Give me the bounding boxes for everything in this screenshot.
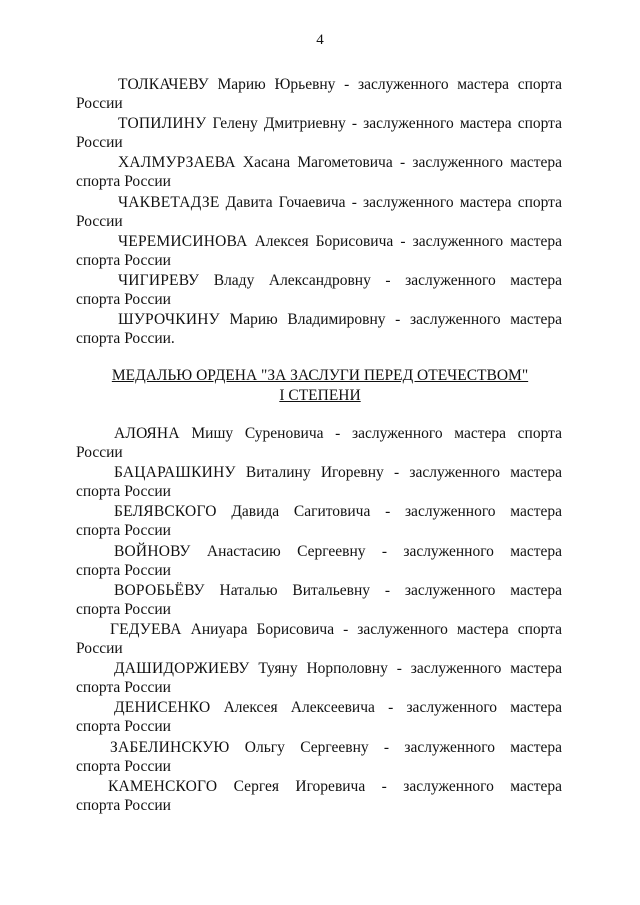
entry-text: Наталью Витальевну - заслуженного мастера <box>219 581 562 599</box>
entry-continuation: спорта России <box>76 173 171 191</box>
entry-surname: ЧЕРЕМИСИНОВА <box>118 232 248 250</box>
list-entry <box>76 660 562 699</box>
entry-text: Давида Сагитовича - заслуженного мастера <box>231 503 563 521</box>
entry-continuation: России <box>76 639 123 657</box>
entry-text: Мишу Суреновича - заслуженного мастера спорта <box>191 425 562 442</box>
list-entry <box>76 233 562 272</box>
entry-text: Хасана Магометовича - заслуженного мастера <box>242 154 562 172</box>
entry-surname: ЧИГИРЕВУ <box>118 271 200 289</box>
entry-continuation: спорта России <box>76 290 171 308</box>
entry-continuation: спорта России <box>76 251 171 269</box>
entry-text: Туяну Норполовну - заслуженного мастера <box>258 660 563 678</box>
entry-continuation: спорта России <box>76 679 171 697</box>
list-entry <box>76 739 562 778</box>
entry-surname: ШУРОЧКИНУ <box>118 311 220 329</box>
entry-surname: ТОПИЛИНУ <box>118 115 207 133</box>
entry-text: Марию Юрьевну - заслуженного мастера спорта <box>217 76 563 93</box>
entry-surname: ЧАКВЕТАДЗЕ <box>118 193 220 211</box>
entry-continuation: России <box>76 444 123 461</box>
entry-continuation: спорта России <box>76 757 171 775</box>
entry-surname: БАЦАРАШКИНУ <box>114 464 236 482</box>
entry-continuation: спорта России <box>76 561 171 579</box>
list-entry <box>76 76 562 115</box>
list-entry <box>76 154 562 193</box>
entry-text: Алексея Борисовича - заслуженного мастера <box>254 232 562 250</box>
section-heading-line-2: I СТЕПЕНИ <box>279 387 361 404</box>
section-heading-line-1: МЕДАЛЬЮ ОРДЕНА "ЗА ЗАСЛУГИ ПЕРЕД ОТЕЧЕСТВОМ" <box>111 367 529 384</box>
entry-continuation: спорта России <box>76 483 171 501</box>
entry-text: Владу Александровну - заслуженного мастера <box>213 271 562 289</box>
list-entry <box>76 425 562 464</box>
entry-surname: ГЕДУЕВА <box>110 620 182 638</box>
entry-surname: ТОЛКАЧЕВУ <box>118 76 209 93</box>
entry-text: Анастасию Сергеевну - заслуженного мастера <box>206 542 562 560</box>
entry-text: Гелену Дмитриевну - заслуженного мастера спорта <box>212 115 563 133</box>
entry-continuation: спорта России <box>76 600 171 618</box>
list-entry <box>76 115 562 154</box>
entry-surname: БЕЛЯВСКОГО <box>114 503 217 521</box>
entry-continuation: спорта России <box>76 522 171 540</box>
entry-continuation: спорта России <box>76 796 171 814</box>
entry-continuation: России <box>76 212 123 230</box>
list-entry <box>76 699 562 738</box>
entry-surname: ВОРОБЬЁВУ <box>114 581 205 599</box>
entry-text: Давита Гочаевича - заслуженного мастера спорта <box>225 193 563 211</box>
entry-continuation: России <box>76 95 123 112</box>
list-entry <box>76 311 562 350</box>
list-entry <box>76 503 562 542</box>
list-entry <box>76 464 562 503</box>
entry-surname: ВОЙНОВУ <box>114 542 191 560</box>
list-entry <box>76 272 562 311</box>
entry-text: Алексея Алексеевича - заслуженного мастера <box>223 699 562 717</box>
entry-text: Аниуара Борисовича - заслуженного мастера спорта <box>190 620 563 638</box>
entry-surname: ХАЛМУРЗАЕВА <box>118 154 236 172</box>
entry-surname: ДАШИДОРЖИЕВУ <box>114 660 250 678</box>
award-list-1 <box>76 76 562 350</box>
entry-text: Сергея Игоревича - заслуженного мастера <box>233 777 562 795</box>
entry-surname: АЛОЯНА <box>114 425 180 442</box>
list-entry <box>76 778 562 817</box>
list-entry <box>76 194 562 233</box>
award-list-2 <box>76 425 562 817</box>
entry-continuation: спорта России <box>76 718 171 736</box>
page-number: 4 <box>316 32 324 48</box>
entry-surname: ДЕНИСЕНКО <box>114 699 211 717</box>
entry-surname: ЗАБЕЛИНСКУЮ <box>110 738 230 756</box>
list-entry <box>76 582 562 621</box>
entry-text: Ольгу Сергеевну - заслуженного мастера <box>244 738 562 756</box>
entry-surname: КАМЕНСКОГО <box>108 777 218 795</box>
list-entry <box>76 621 562 660</box>
entry-text: Виталину Игоревну - заслуженного мастера <box>245 464 562 482</box>
entry-continuation: России <box>76 134 123 152</box>
list-entry <box>76 543 562 582</box>
entry-continuation: спорта России. <box>76 330 175 348</box>
entry-text: Марию Владимировну - заслуженного мастера <box>229 311 562 329</box>
